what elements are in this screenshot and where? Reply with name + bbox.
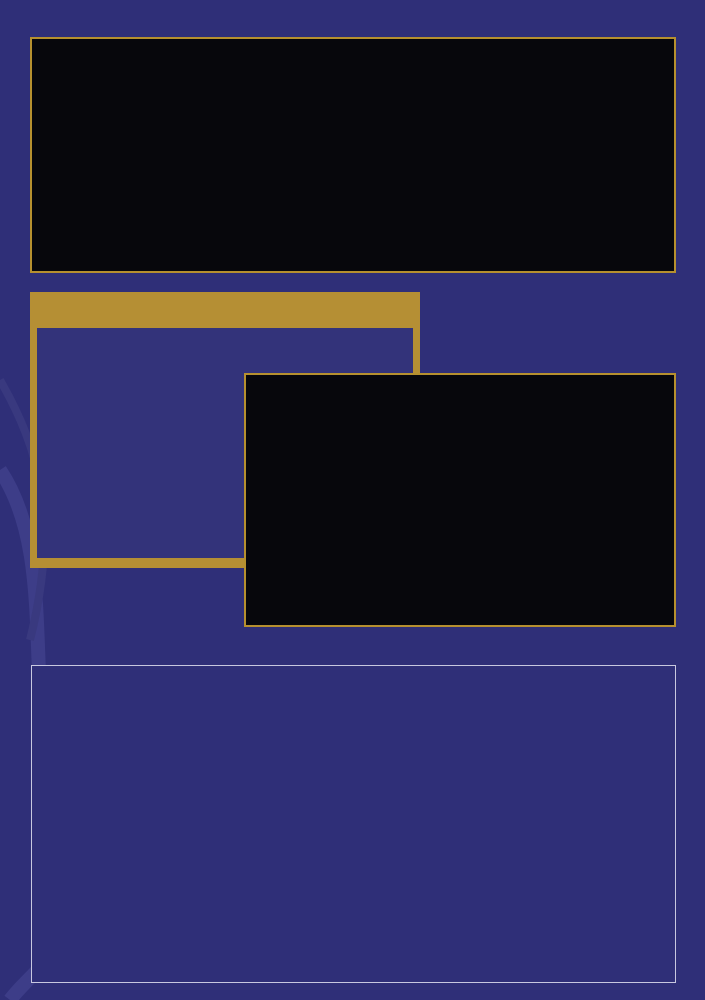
photo-remise-sabres — [244, 373, 676, 627]
letter-box — [31, 665, 676, 983]
photo-triomphe — [30, 37, 676, 273]
